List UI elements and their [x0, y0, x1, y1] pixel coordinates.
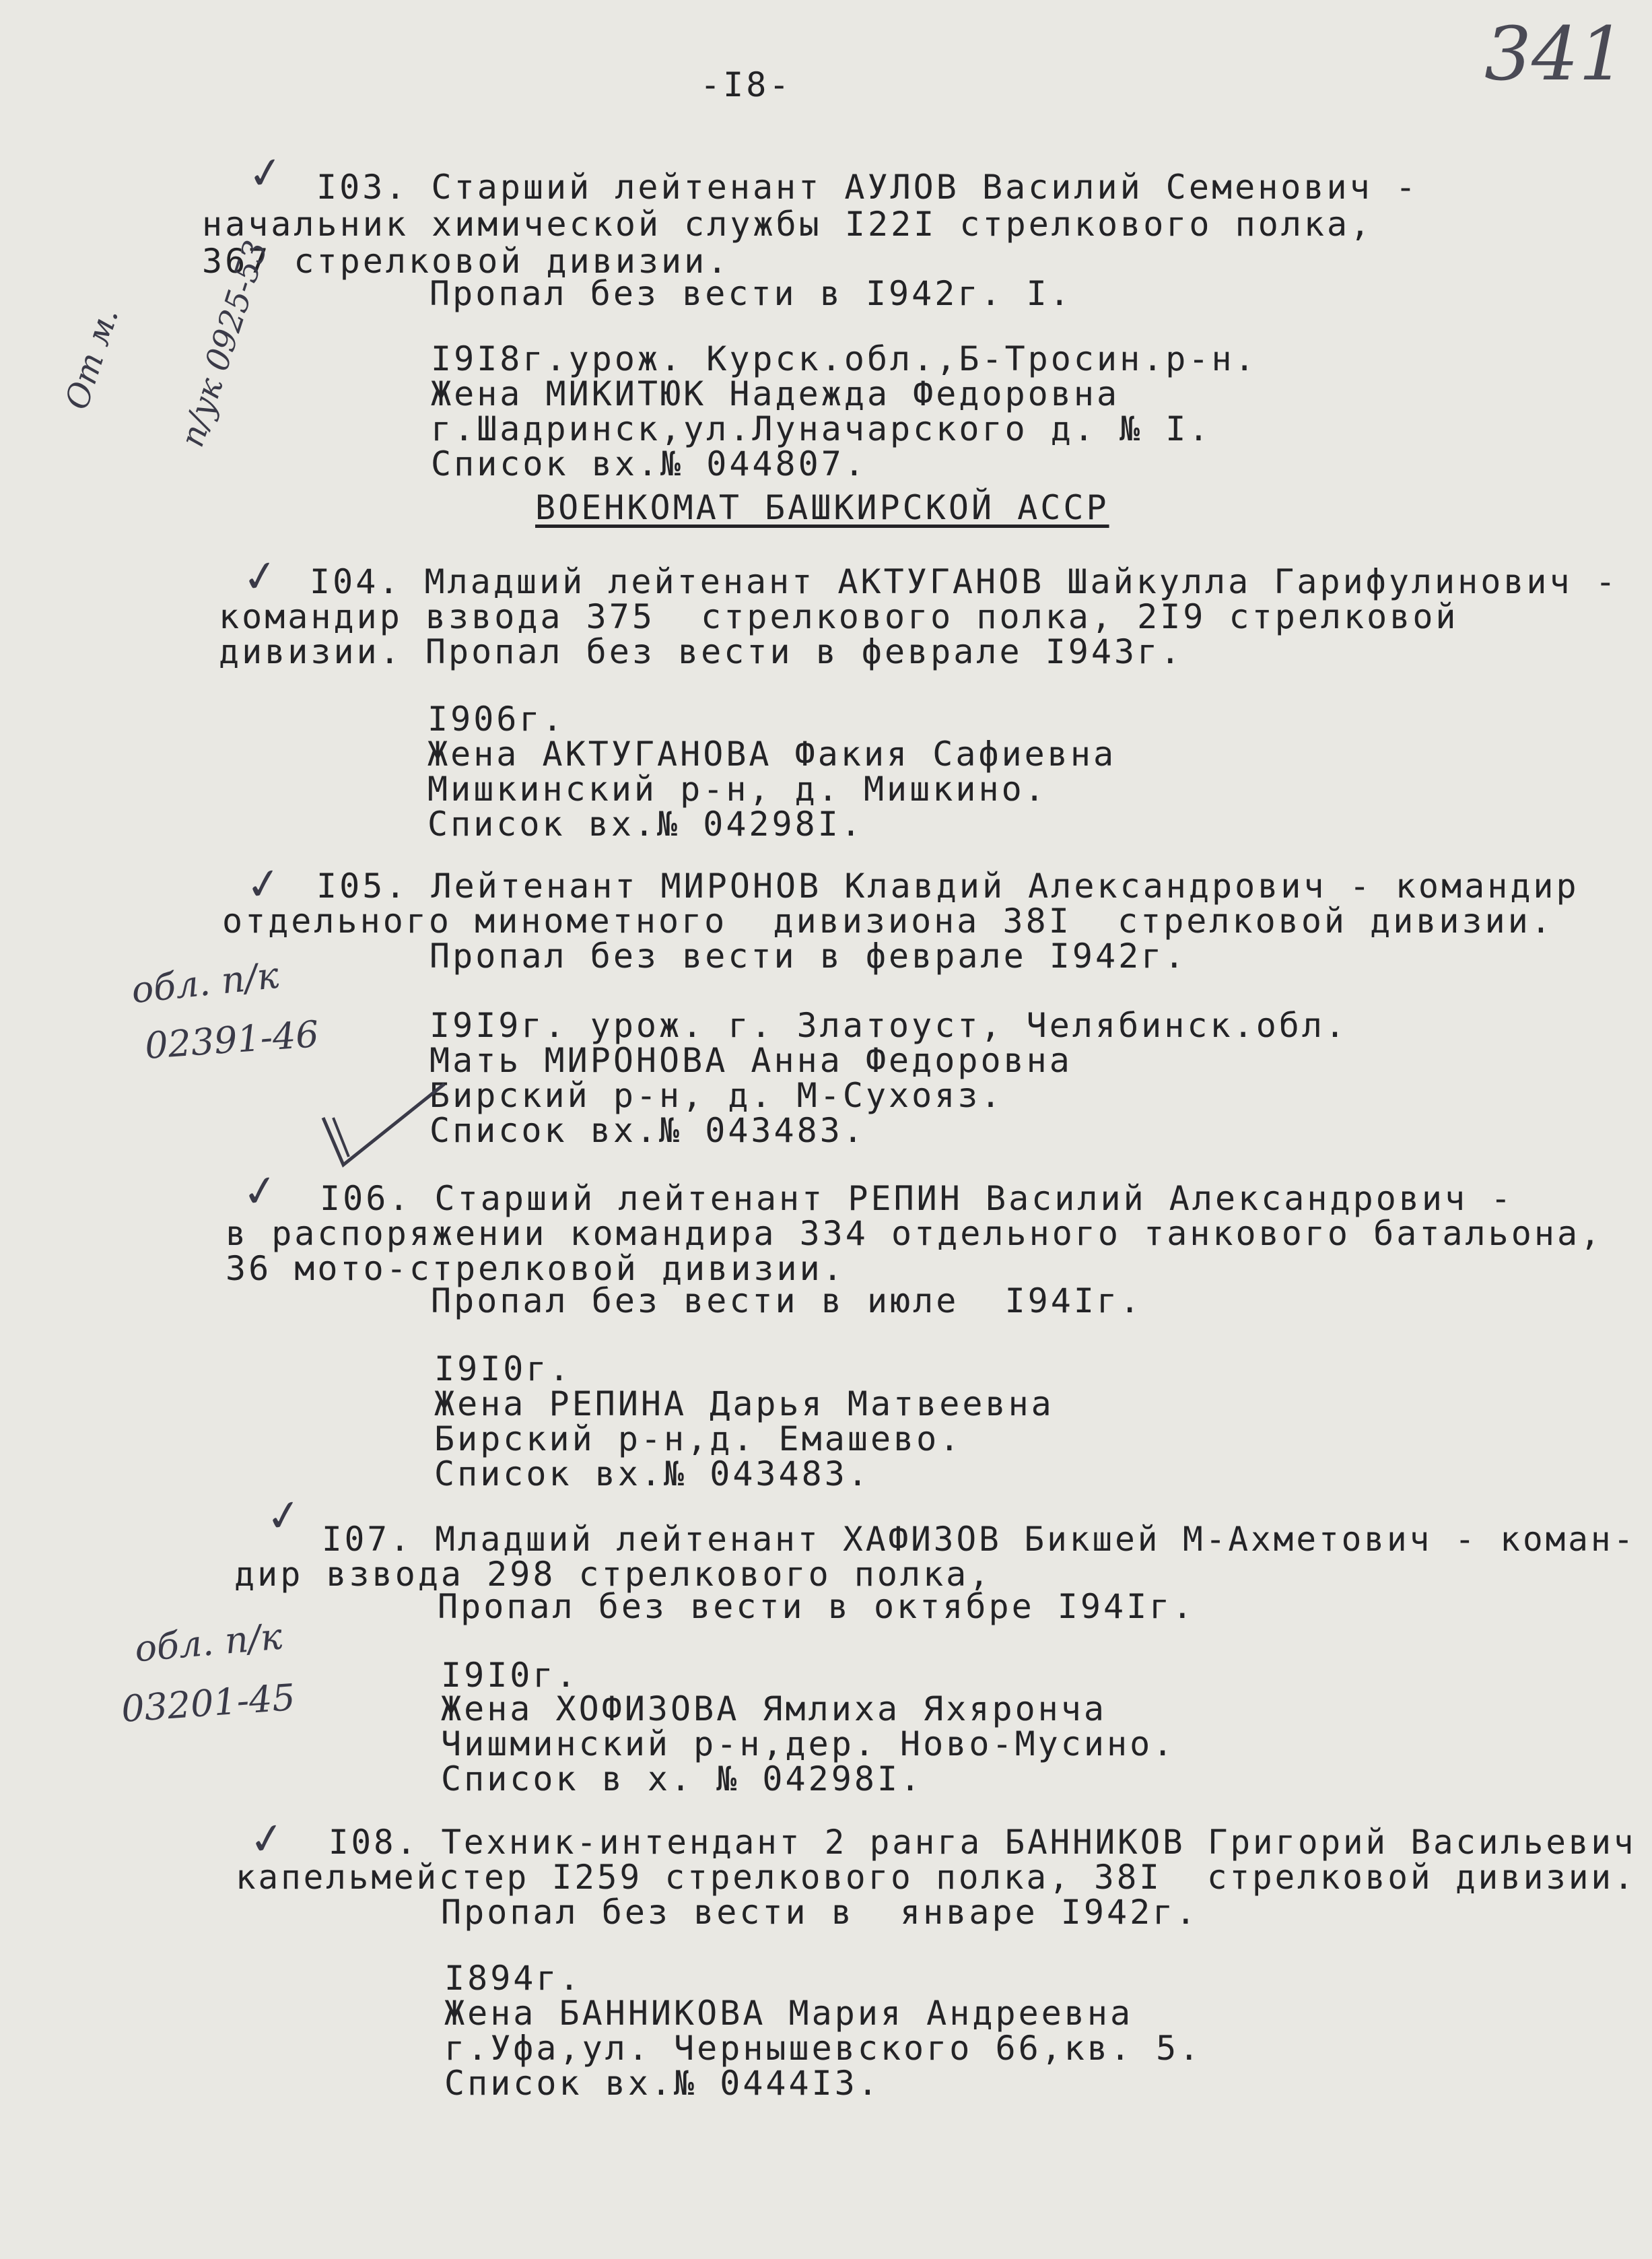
margin-note-3-line-1: обл. п/к: [133, 1615, 284, 1671]
entry-103-line-4: Пропал без вести в I942г. I.: [429, 274, 1072, 313]
entry-107-line-5: Жена ХОФИЗОВА Ямлиха Яхярончa: [441, 1689, 1107, 1728]
entry-104-line-6: Мишкинский р-н, д. Мишкино.: [427, 770, 1047, 809]
entry-105-line-2: отдельного минометного дивизиона 38I стрелковой дивизии.: [222, 902, 1554, 941]
entry-106-line-4: Пропал без вести в июле I94Iг.: [431, 1281, 1143, 1320]
entry-103-line-3: 367 стрелковой дивизии.: [202, 242, 730, 281]
entry-105-line-5: Мать МИРОНОВА Анна Федоровна: [429, 1041, 1072, 1080]
entry-105-line-6: Бирский р-н, д. М-Сухояз.: [429, 1076, 1004, 1115]
entry-108-line-1: I08. Техник-интендант 2 ранга БАННИКОВ Григорий Васильевич: [329, 1823, 1637, 1862]
entry-107-line-1: I07. Младший лейтенант ХАФИЗОВ Бикшей М-Ахметович - коман-: [322, 1520, 1637, 1559]
entry-106-line-5: I9I0г.: [434, 1349, 572, 1388]
check-mark-icon: ✓: [242, 857, 285, 912]
entry-107-line-7: Список в х. № 04298I.: [441, 1759, 924, 1798]
margin-note-1-line-1: От м.: [58, 303, 127, 415]
entry-106-line-2: в распоряжении командира 334 отдельного танкового батальона,: [226, 1214, 1604, 1253]
entry-106-line-3: 36 мото-стрелковой дивизии.: [226, 1249, 846, 1288]
entry-108-line-4: I894г.: [444, 1959, 582, 1998]
entry-106-line-1: I06. Старший лейтенант РЕПИН Василий Александрович -: [320, 1179, 1514, 1218]
entry-104-line-1: I04. Младший лейтенант АКТУГАНОВ Шайкулла Гарифулинович -: [310, 562, 1618, 601]
entry-104-line-3: дивизии. Пропал без вести в феврале I943г.: [219, 632, 1183, 671]
entry-105-line-3: Пропал без вести в феврале I942г.: [429, 937, 1188, 976]
entry-104-line-2: командир взвода 375 стрелкового полка, 2I9 стрелковой: [219, 597, 1459, 636]
entry-107-line-2: дир взвода 298 стрелкового полка,: [234, 1555, 992, 1594]
entry-108-line-6: г.Уфа,ул. Чернышевского 66,кв. 5.: [444, 2029, 1202, 2068]
entry-104-line-4: I906г.: [427, 700, 565, 739]
section-heading: ВОЕНКОМАТ БАШКИРСКОЙ АССР: [535, 488, 1109, 527]
archive-number: 341: [1484, 11, 1626, 97]
entry-103-line-7: г.Шадринск,ул.Луначарского д. № I.: [431, 409, 1212, 448]
entry-108-line-5: Жена БАННИКОВА Мария Андреевна: [444, 1994, 1134, 2033]
entry-107-line-3: Пропал без вести в октябре I94Iг.: [438, 1587, 1196, 1626]
entry-103-line-5: I9I8г.урож. Курск.обл.,Б-Тросин.р-н.: [431, 339, 1258, 378]
entry-107-line-6: Чишминский р-н,дер. Ново-Мусино.: [441, 1724, 1176, 1763]
entry-103-line-8: Список вх.№ 044807.: [431, 444, 867, 483]
margin-note-3-line-2: 03201-45: [120, 1676, 297, 1730]
check-mark-icon: ✓: [246, 1812, 289, 1867]
check-mark-icon: [316, 1077, 451, 1185]
page-number: -I8-: [700, 65, 792, 104]
margin-note-2-line-2: 02391-46: [143, 1013, 320, 1067]
entry-105-line-4: I9I9г. урож. г. Златоуст, Челябинск.обл.: [429, 1006, 1348, 1045]
entry-103-line-2: начальник химической службы I22I стрелкового полка,: [202, 205, 1373, 244]
check-mark-icon: ✓: [263, 1489, 306, 1544]
entry-105-line-1: I05. Лейтенант МИРОНОВ Клавдий Александрович - командир: [316, 867, 1579, 906]
entry-106-line-7: Бирский р-н,д. Емашево.: [434, 1419, 963, 1458]
entry-107-line-4: I9I0г.: [441, 1656, 579, 1695]
entry-104-line-5: Жена АКТУГАНОВА Факия Сафиевна: [427, 735, 1117, 774]
margin-note-2-line-1: обл. п/к: [129, 953, 281, 1012]
entry-106-line-6: Жена РЕПИНА Дарья Матвеевна: [434, 1384, 1054, 1423]
entry-104-line-7: Список вх.№ 04298I.: [427, 805, 864, 844]
check-mark-icon: ✓: [239, 1164, 282, 1219]
check-mark-icon: ✓: [239, 549, 282, 605]
check-mark-icon: ✓: [244, 146, 287, 201]
entry-106-line-8: Список вх.№ 043483.: [434, 1454, 870, 1493]
entry-108-line-7: Список вх.№ 0444I3.: [444, 2064, 881, 2103]
entry-108-line-3: Пропал без вести в январе I942г.: [441, 1893, 1199, 1932]
entry-103-line-6: Жена МИКИТЮК Надежда Федоровна: [431, 374, 1120, 413]
entry-105-line-7: Список вх.№ 043483.: [429, 1111, 866, 1150]
entry-103-line-1: I03. Старший лейтенант АУЛОВ Василий Семенович -: [316, 168, 1418, 207]
margin-note-1-line-2: п/ук 0925-53: [173, 236, 275, 452]
entry-108-line-2: капельмейстер I259 стрелкового полка, 38I стрелковой дивизии.: [236, 1858, 1637, 1897]
